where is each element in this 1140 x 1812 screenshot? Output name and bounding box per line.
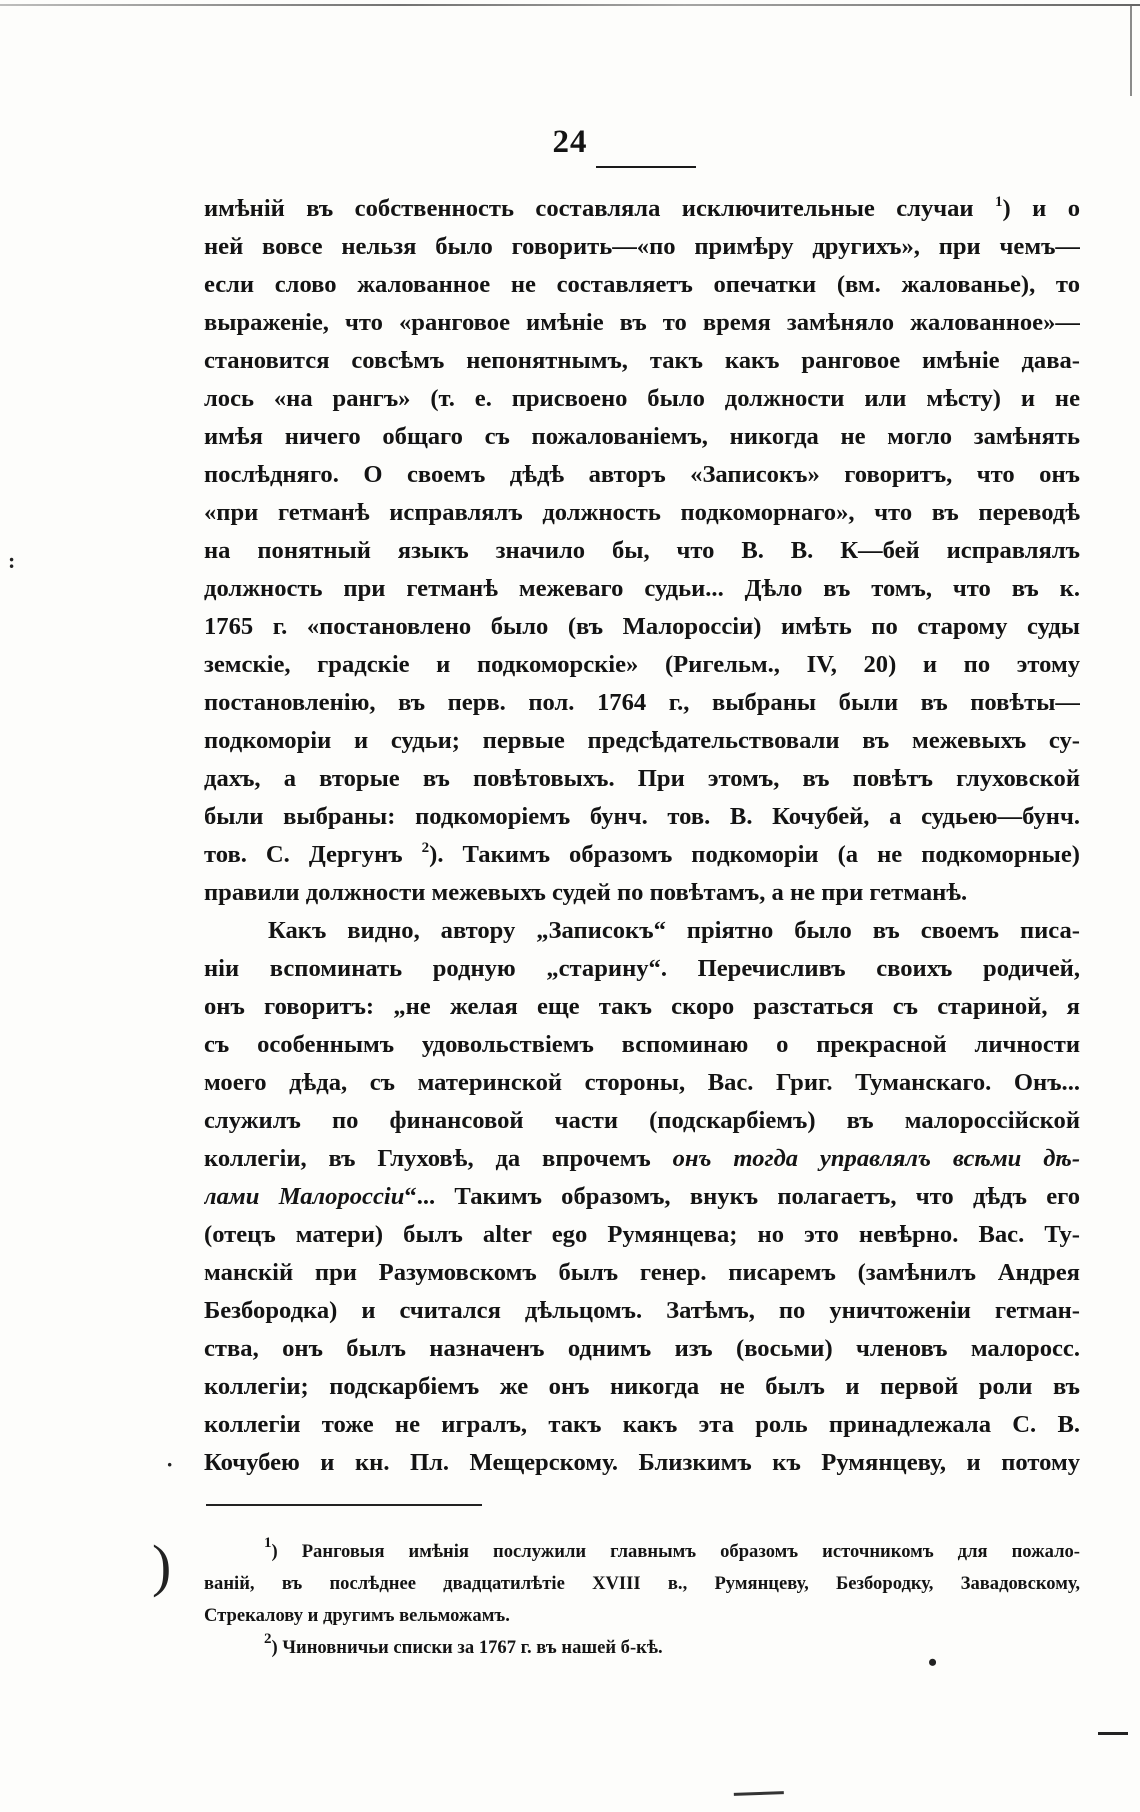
text-line: онъ говоритъ: „не желая еще такъ скоро разстаться съ стариной, я: [204, 993, 1080, 1020]
text-line: (отецъ матери) былъ alter ego Румянцева; но это невѣрно. Вас. Ту-: [204, 1221, 1080, 1248]
footnote-marker: 2: [264, 1632, 272, 1647]
text-line: служилъ по финансовой части (подскарбіемъ) въ малороссійской: [204, 1107, 1080, 1134]
margin-bracket: ): [152, 1533, 172, 1598]
text-line: 1765 г. «постановлено было (въ Малороссіи) имѣть по старому суды: [204, 613, 1080, 640]
text-line: тов. С. Дергунъ $^2$). Такимъ образомъ подкоморіи (а не подкоморные): [204, 840, 1080, 868]
text-line: постановленію, въ перв. пол. 1764 г., выбраны были въ повѣты—: [204, 689, 1080, 716]
footnote-marker: 1: [264, 1536, 272, 1551]
text-line: Кочубею и кн. Пл. Мещерскому. Близкимъ къ Румянцеву, и потому: [204, 1449, 1080, 1476]
margin-dash: [1098, 1732, 1128, 1735]
footnote-ref[interactable]: 2: [421, 840, 430, 856]
footnote-1-line: Стрекалову и другимъ вельможамъ.: [204, 1605, 510, 1626]
text-line: «при гетманѣ исправлялъ должность подкоморнаго», что въ переводѣ: [204, 499, 1080, 526]
text-line: моего дѣда, съ материнской стороны, Вас. Григ. Туманскаго. Онъ...: [204, 1069, 1080, 1096]
text-line: подкоморіи и судьи; первые предсѣдательствовали въ межевыхъ су-: [204, 727, 1080, 754]
footnotes: [204, 1536, 1080, 1664]
text-line: ніи вспоминать родную „старину“. Перечисливъ своихъ родичей,: [204, 955, 1080, 982]
text-line: коллегіи тоже не игралъ, такъ какъ эта роль принадлежала С. В.: [204, 1411, 1080, 1438]
margin-speck: •: [928, 1648, 938, 1677]
footnote-2: $^2$) Чиновничьи списки за 1767 г. въ нашей б-кѣ.: [264, 1632, 663, 1658]
italic-quote: лами Малороссіи: [204, 1183, 405, 1210]
text-line: если слово жалованное не составляетъ опечатки (вм. жалованье), то: [204, 271, 1080, 298]
text-line: на понятный языкъ значило бы, что В. В. К—бей исправлялъ: [204, 537, 1080, 564]
italic-quote: онъ тогда управлялъ всѣми дѣ-: [672, 1145, 1080, 1172]
text-line: Какъ видно, автору „Записокъ“ пріятно было въ своемъ писа-: [268, 917, 1080, 944]
text-line: коллегіи, въ Глуховѣ, да впрочемъ онъ тогда управлялъ всѣми дѣ-: [204, 1145, 1080, 1172]
text-line: земскіе, градскіе и подкоморскіе» (Ригельм., IV, 20) и по этому: [204, 651, 1080, 678]
text-line: ней вовсе нельзя было говорить—«по примѣру другихъ», при чемъ—: [204, 233, 1080, 260]
text-line: имѣній въ собственность составляла исключительные случаи $^1$) и о: [204, 194, 1080, 222]
text-line: имѣя ничего общаго съ пожалованіемъ, никогда не могло замѣнять: [204, 423, 1080, 450]
text-line: коллегіи; подскарбіемъ же онъ никогда не былъ и первой роли въ: [204, 1373, 1080, 1400]
text-line: дахъ, а вторые въ повѣтовыхъ. При этомъ, въ повѣтъ глуховской: [204, 765, 1080, 792]
page-number-underline: [596, 166, 696, 168]
scan-right-edge: [1130, 6, 1132, 96]
scan-top-edge: [0, 4, 1140, 6]
text-line: выраженіе, что «ранговое имѣніе въ то время замѣняло жалованное»—: [204, 309, 1080, 336]
bottom-mark: [734, 1791, 784, 1806]
text-line: лось «на рангъ» (т. е. присвоено было должности или мѣсту) и не: [204, 385, 1080, 412]
text-line: съ особеннымъ удовольствіемъ вспоминаю о прекрасной личности: [204, 1031, 1080, 1058]
footnote-1-line: ваній, въ послѣднее двадцатилѣтіе XVIII в., Румянцеву, Безбородку, Завадовскому,: [204, 1573, 1080, 1594]
text-line: становится совсѣмъ непонятнымъ, такъ какъ ранговое имѣніе дава-: [204, 347, 1080, 374]
footnote-1: $^1$) Ранговыя имѣнія послужили главнымъ образомъ источникомъ для пожало-: [264, 1536, 1080, 1562]
text-line: послѣдняго. О своемъ дѣдѣ авторъ «Записокъ» говоритъ, что онъ: [204, 461, 1080, 488]
text-line: лами Малороссіи“... Такимъ образомъ, внукъ полагаетъ, что дѣдъ его: [204, 1183, 1080, 1210]
text-line: ства, онъ былъ назначенъ однимъ изъ (восьми) членовъ малоросс.: [204, 1335, 1080, 1362]
text-line: должность при гетманѣ межеваго судьи... Дѣло въ томъ, что въ к.: [204, 575, 1080, 602]
text-line: манскій при Разумовскомъ былъ генер. писаремъ (замѣнилъ Андрея: [204, 1259, 1080, 1286]
body-text: [204, 190, 1080, 1482]
text-line: правили должности межевыхъ судей по повѣтамъ, а не при гетманѣ.: [204, 879, 968, 906]
text-line: Безбородка) и считался дѣльцомъ. Затѣмъ, по уничтоженіи гетман-: [204, 1297, 1080, 1324]
page-number: 24: [552, 124, 588, 160]
margin-speck: ·: [166, 1452, 174, 1477]
footnote-separator: [206, 1504, 482, 1506]
footnote-ref[interactable]: 1: [995, 194, 1003, 210]
margin-speck: :: [8, 548, 16, 573]
text-line: были выбраны: подкоморіемъ бунч. тов. В. Кочубей, а судьею—бунч.: [204, 803, 1080, 830]
